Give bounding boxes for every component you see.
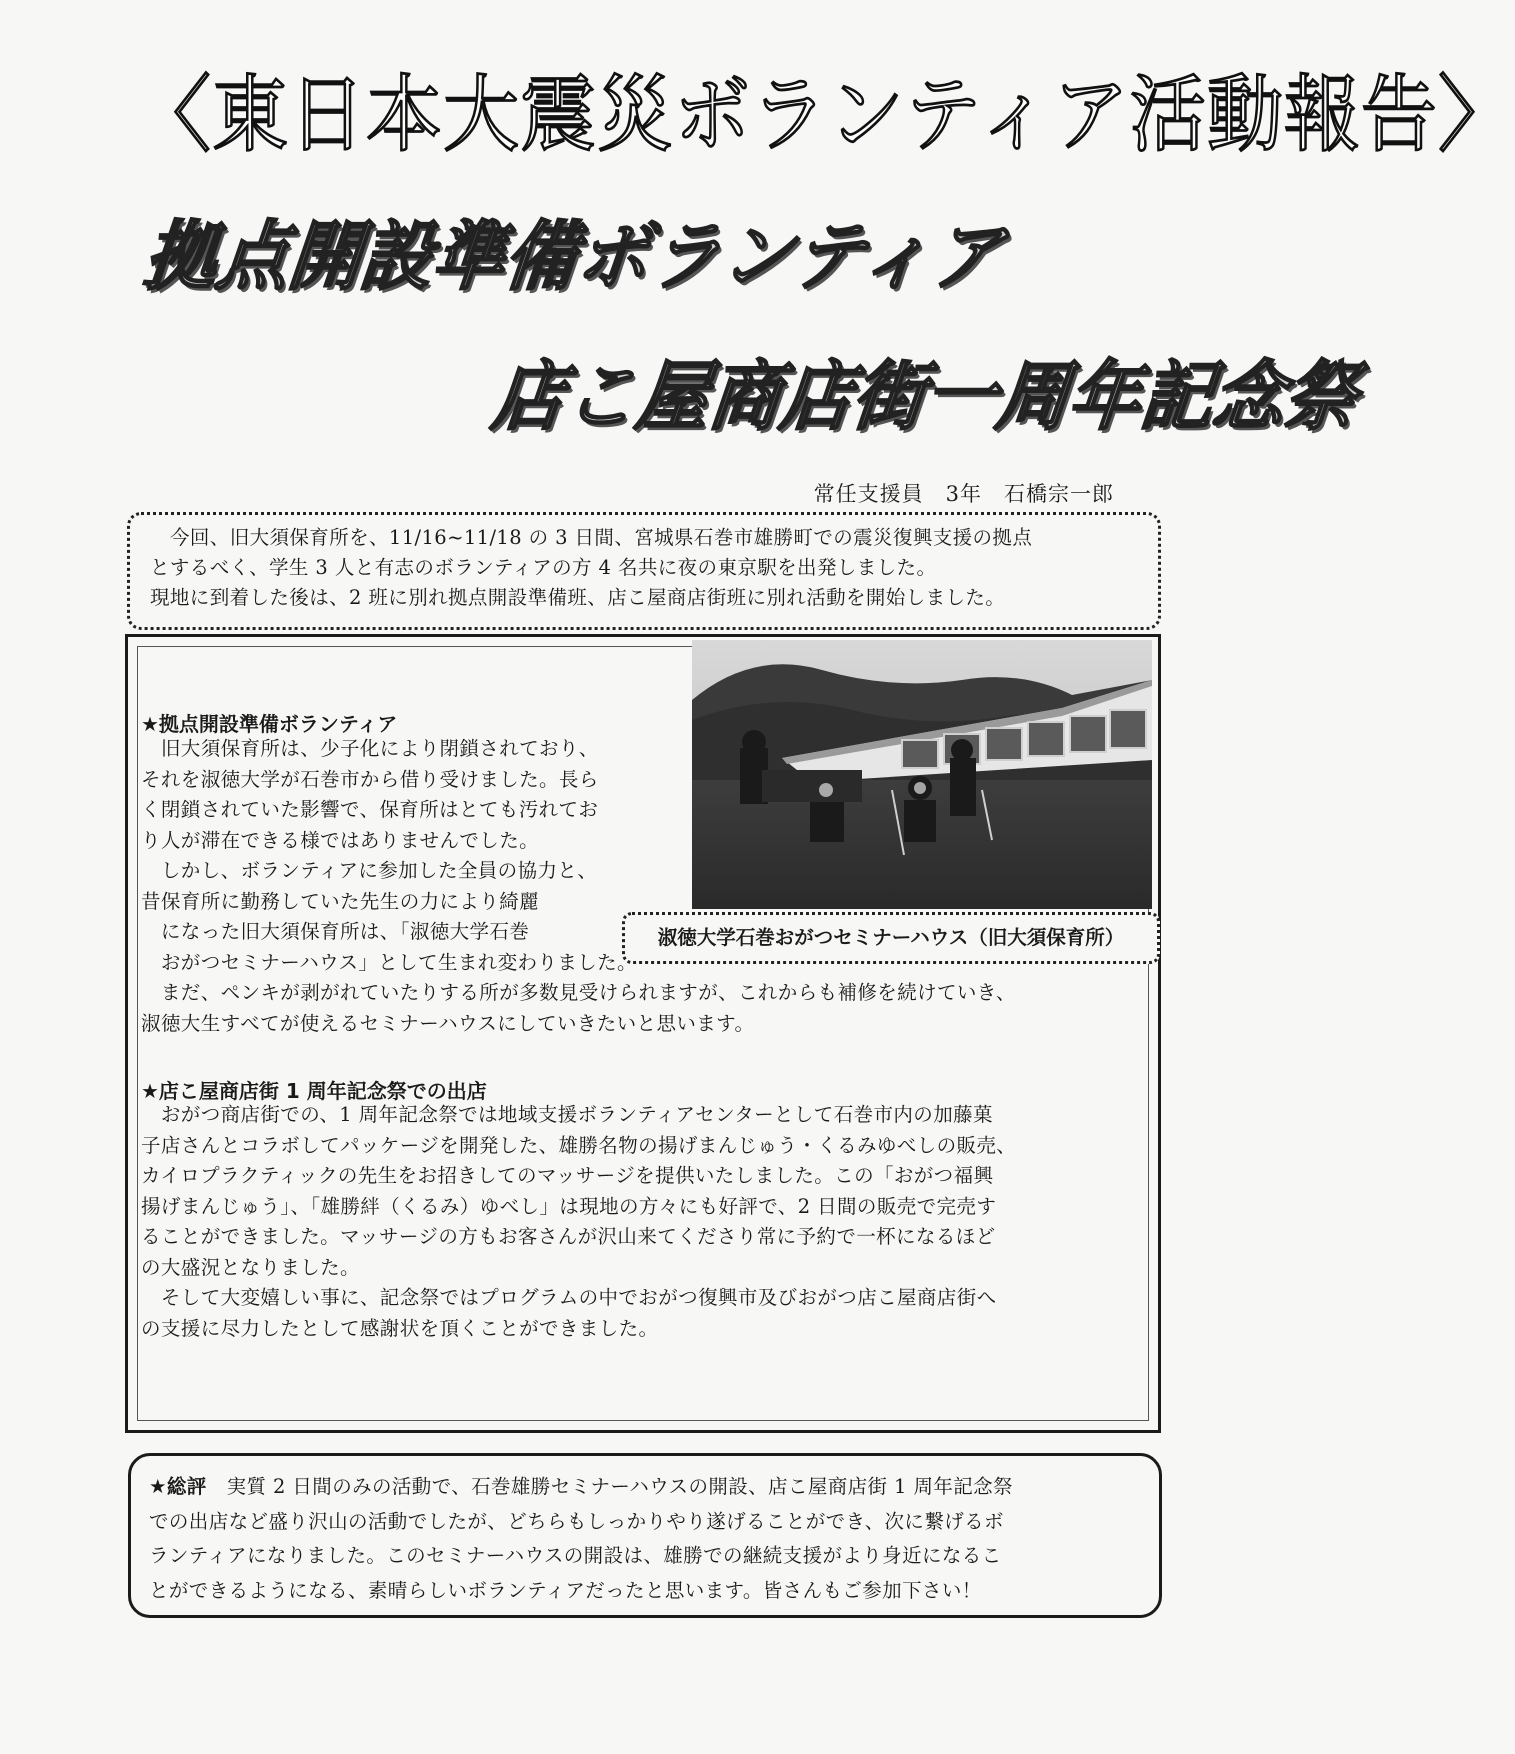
paragraph-line: しかし、ボランティアに参加した全員の協力と、 bbox=[141, 859, 598, 882]
paragraph-line: になった旧大須保育所は、「淑徳大学石巻 bbox=[141, 920, 530, 943]
summary-first-line bbox=[149, 1470, 1145, 1505]
intro-line: 今回、旧大須保育所を、11/16~11/18 の 3 日間、宮城県石巻市雄勝町での震災復興支援の拠点 bbox=[170, 526, 1033, 549]
subtitle-base-preparation: 拠点開設準備ボランティア bbox=[140, 212, 1008, 301]
paragraph-line: おがつセミナーハウス」として生まれ変わりました。 bbox=[141, 950, 637, 974]
paragraph-line: カイロプラクティックの先生をお招きしてのマッサージを提供いたしました。この「おがつ福興 bbox=[141, 1164, 994, 1187]
paragraph-line: り人が滞在できる様ではありませんでした。 bbox=[141, 828, 540, 852]
paragraph-line: それを淑徳大学が石巻市から借り受けました。長ら bbox=[141, 767, 599, 791]
paragraph-line: 淑徳大生すべてが使えるセミナーハウスにしていきたいと思います。 bbox=[141, 1011, 755, 1035]
paragraph-line: 子店さんとコラボしてパッケージを開発した、雄勝名物の揚げまんじゅう・くるみゆべしの販売、 bbox=[141, 1133, 1017, 1157]
summary-line: ランティアになりました。このセミナーハウスの開設は、雄勝での継続支援がより身近になるこ bbox=[149, 1544, 1002, 1567]
intro-line: 現地に到着した後は、2 班に別れ拠点開設準備班、店こ屋商店街班に別れ活動を開始しました。 bbox=[150, 586, 1006, 609]
paragraph-line: く閉鎖されていた影響で、保育所はとても汚れてお bbox=[141, 798, 599, 821]
paragraph-line: の大盛況となりました。 bbox=[141, 1255, 360, 1279]
summary-text: 実質 2 日間のみの活動で、石巻雄勝セミナーハウスの開設、店こ屋商店街 1 周年記念祭 bbox=[206, 1475, 1013, 1498]
paragraph-line: そして大変嬉しい事に、記念祭ではプログラムの中でおがつ復興市及びおがつ店こ屋商店街へ bbox=[141, 1286, 997, 1309]
section-body-base-preparation bbox=[141, 734, 1016, 1039]
subtitle-shopping-street-festival: 店こ屋商店街一周年記念祭 bbox=[488, 352, 1362, 441]
section-title-anniversary-festival: ★店こ屋商店街 1 周年記念祭での出店 bbox=[141, 1079, 487, 1103]
paragraph-line: まだ、ペンキが剥がれていたりする所が多数見受けられますが、これからも補修を続けていき、 bbox=[141, 981, 1016, 1004]
paragraph-line: 旧大須保育所は、少子化により閉鎖されており、 bbox=[141, 737, 599, 760]
summary-line: での出店など盛り沢山の活動でしたが、どちらもしっかりやり遂げることができ、次に繋げるボ bbox=[149, 1509, 1004, 1533]
intro-line: とするべく、学生 3 人と有志のボランティアの方 4 名共に夜の東京駅を出発しました。 bbox=[150, 556, 937, 579]
summary-label: ★総評 bbox=[149, 1475, 207, 1498]
summary-box bbox=[128, 1453, 1162, 1618]
paragraph-line: 揚げまんじゅう」、「雄勝絆（くるみ）ゆべし」は現地の方々にも好評で、2 日間の販売で完売す bbox=[141, 1194, 997, 1218]
paragraph-line: の支援に尽力したとして感謝状を頂くことができました。 bbox=[141, 1316, 659, 1340]
intro-box bbox=[127, 512, 1161, 630]
section-body-anniversary-festival bbox=[141, 1100, 1016, 1344]
paragraph-line: ることができました。マッサージの方もお客さんが沢山来てくださり常に予約で一杯になるほど bbox=[141, 1225, 996, 1248]
author-line: 常任支援員 3年 石橋宗一郎 bbox=[813, 482, 1114, 506]
photo-caption: 淑徳大学石巻おがつセミナーハウス（旧大須保育所） bbox=[622, 912, 1160, 964]
paragraph-line: おがつ商店街での、1 周年記念祭では地域支援ボランティアセンターとして石巻市内の加藤菓 bbox=[141, 1103, 993, 1126]
main-title: 〈東日本大震災ボランティア活動報告〉 bbox=[135, 65, 1515, 164]
section-title-base-preparation: ★拠点開設準備ボランティア bbox=[141, 712, 398, 736]
summary-line: とができるようになる、素晴らしいボランティアだったと思います。皆さんもご参加下さい！ bbox=[149, 1578, 982, 1602]
paragraph-line: 昔保育所に勤務していた先生の力により綺麗 bbox=[141, 889, 540, 913]
